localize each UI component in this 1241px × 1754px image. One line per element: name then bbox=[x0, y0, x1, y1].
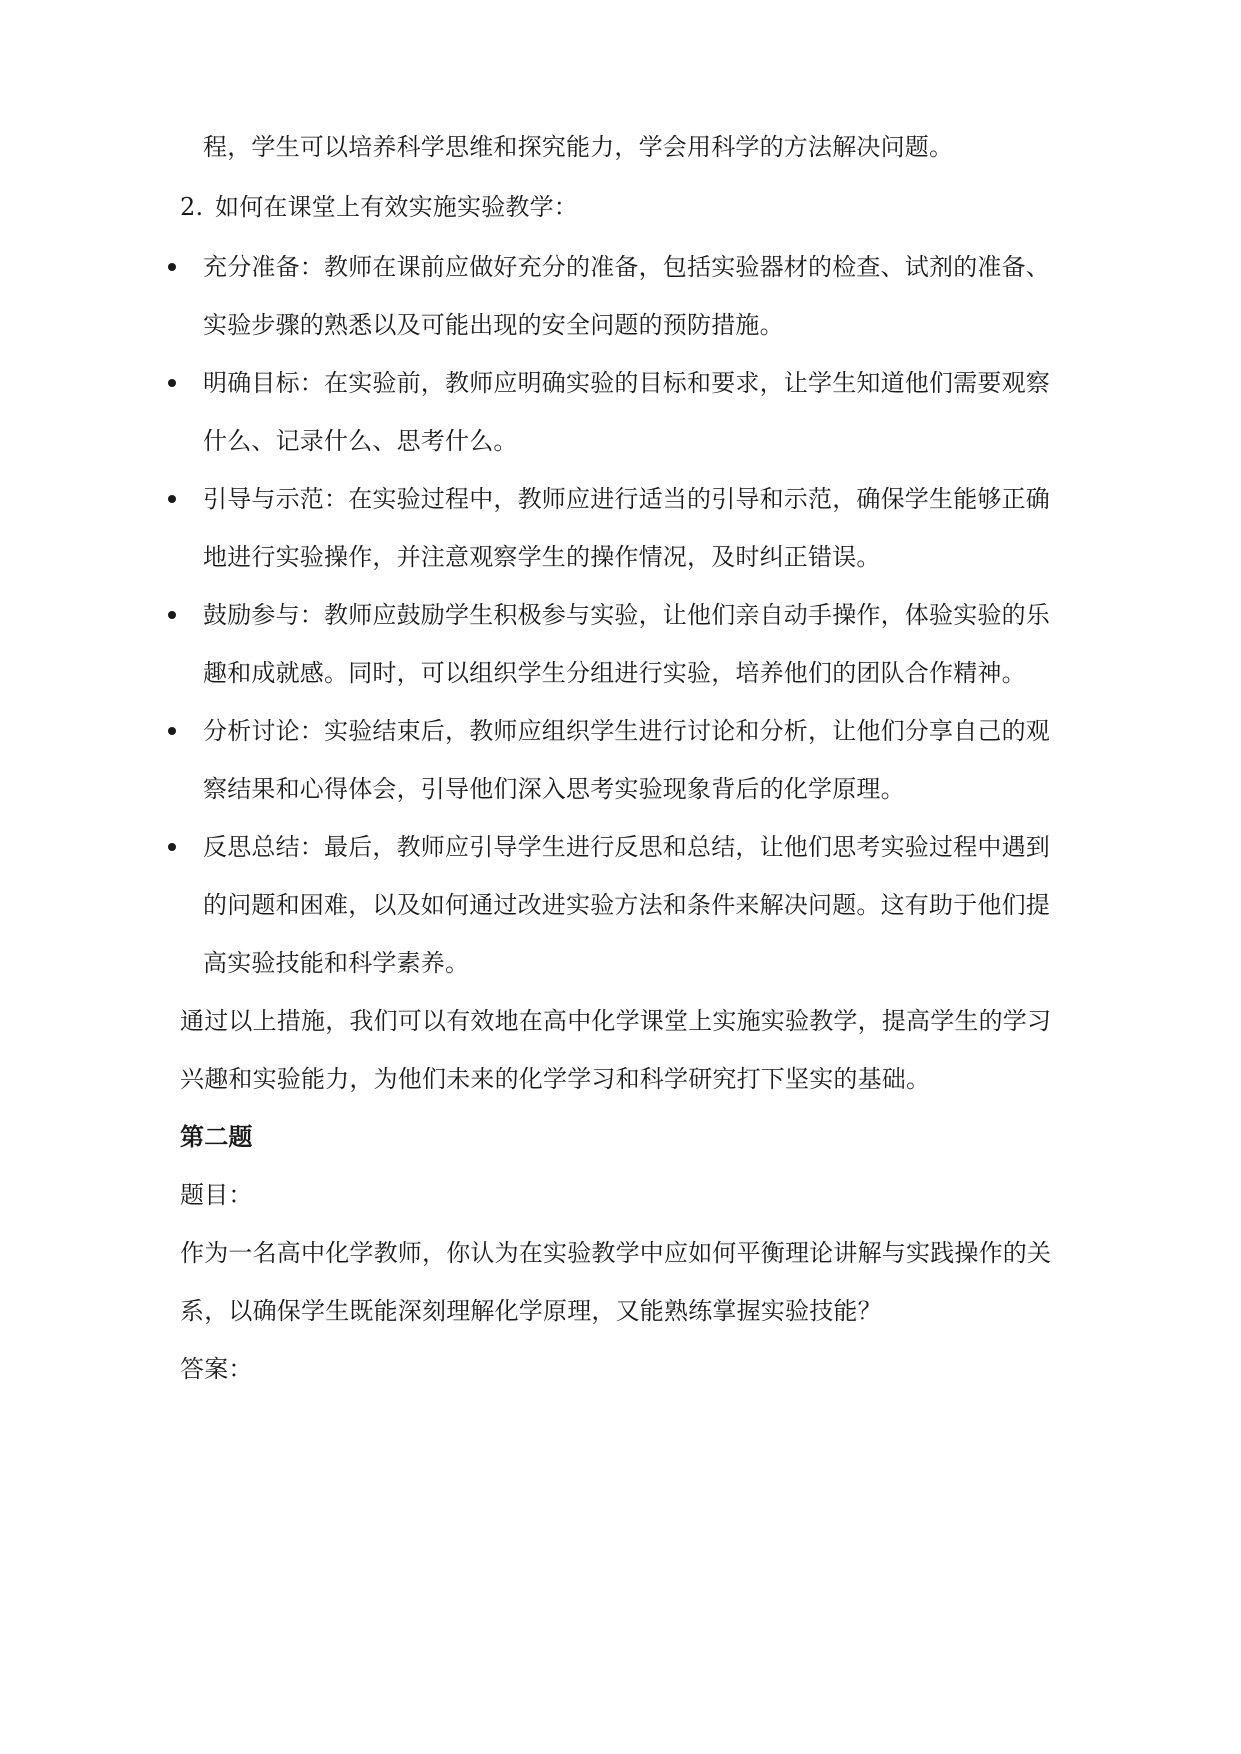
bullet-text-line: 地进行实验操作，并注意观察学生的操作情况，及时纠正错误。 bbox=[203, 543, 881, 571]
section-title: 如何在课堂上有效实施实验教学： bbox=[215, 193, 578, 221]
question-prompt-label: 题目： bbox=[180, 1181, 253, 1209]
bullet-text-line: 引导与示范：在实验过程中，教师应进行适当的引导和示范，确保学生能够正确 bbox=[203, 485, 1050, 513]
bullet-text-line: 鼓励参与：教师应鼓励学生积极参与实验，让他们亲自动手操作，体验实验的乐 bbox=[203, 601, 1050, 629]
bullet-text-line: 充分准备：教师在课前应做好充分的准备，包括实验器材的检查、试剂的准备、 bbox=[203, 253, 1050, 281]
bullet-marker bbox=[168, 611, 176, 619]
bullet-marker bbox=[168, 727, 176, 735]
bullet-text-line: 实验步骤的熟悉以及可能出现的安全问题的预防措施。 bbox=[203, 311, 784, 339]
intro-continuation: 程，学生可以培养科学思维和探究能力，学会用科学的方法解决问题。 bbox=[203, 133, 954, 161]
bullet-text-line: 的问题和困难，以及如何通过改进实验方法和条件来解决问题。这有助于他们提 bbox=[203, 891, 1050, 919]
question-prompt-line: 作为一名高中化学教师，你认为在实验教学中应如何平衡理论讲解与实践操作的关 bbox=[180, 1239, 1052, 1267]
bullet-text-line: 高实验技能和科学素养。 bbox=[203, 949, 470, 977]
conclusion-line: 通过以上措施，我们可以有效地在高中化学课堂上实施实验教学，提高学生的学习 bbox=[180, 1007, 1052, 1035]
bullet-text-line: 什么、记录什么、思考什么。 bbox=[203, 427, 518, 455]
question-prompt-line: 系，以确保学生既能深刻理解化学原理，又能熟练掌握实验技能？ bbox=[180, 1297, 882, 1325]
bullet-marker bbox=[168, 379, 176, 387]
bullet-text-line: 分析讨论：实验结束后，教师应组织学生进行讨论和分析，让他们分享自己的观 bbox=[203, 717, 1050, 745]
bullet-text-line: 明确目标：在实验前，教师应明确实验的目标和要求，让学生知道他们需要观察 bbox=[203, 369, 1050, 397]
bullet-text-line: 反思总结：最后，教师应引导学生进行反思和总结，让他们思考实验过程中遇到 bbox=[203, 833, 1050, 861]
answer-label: 答案： bbox=[180, 1355, 253, 1383]
section-number: 2. bbox=[180, 193, 204, 221]
bullet-text-line: 察结果和心得体会，引导他们深入思考实验现象背后的化学原理。 bbox=[203, 775, 905, 803]
question-heading: 第二题 bbox=[180, 1122, 253, 1151]
bullet-text-line: 趣和成就感。同时，可以组织学生分组进行实验，培养他们的团队合作精神。 bbox=[203, 659, 1026, 687]
conclusion-line: 兴趣和实验能力，为他们未来的化学学习和科学研究打下坚实的基础。 bbox=[180, 1065, 931, 1093]
bullet-marker bbox=[168, 843, 176, 851]
bullet-marker bbox=[168, 495, 176, 503]
bullet-marker bbox=[168, 263, 176, 271]
